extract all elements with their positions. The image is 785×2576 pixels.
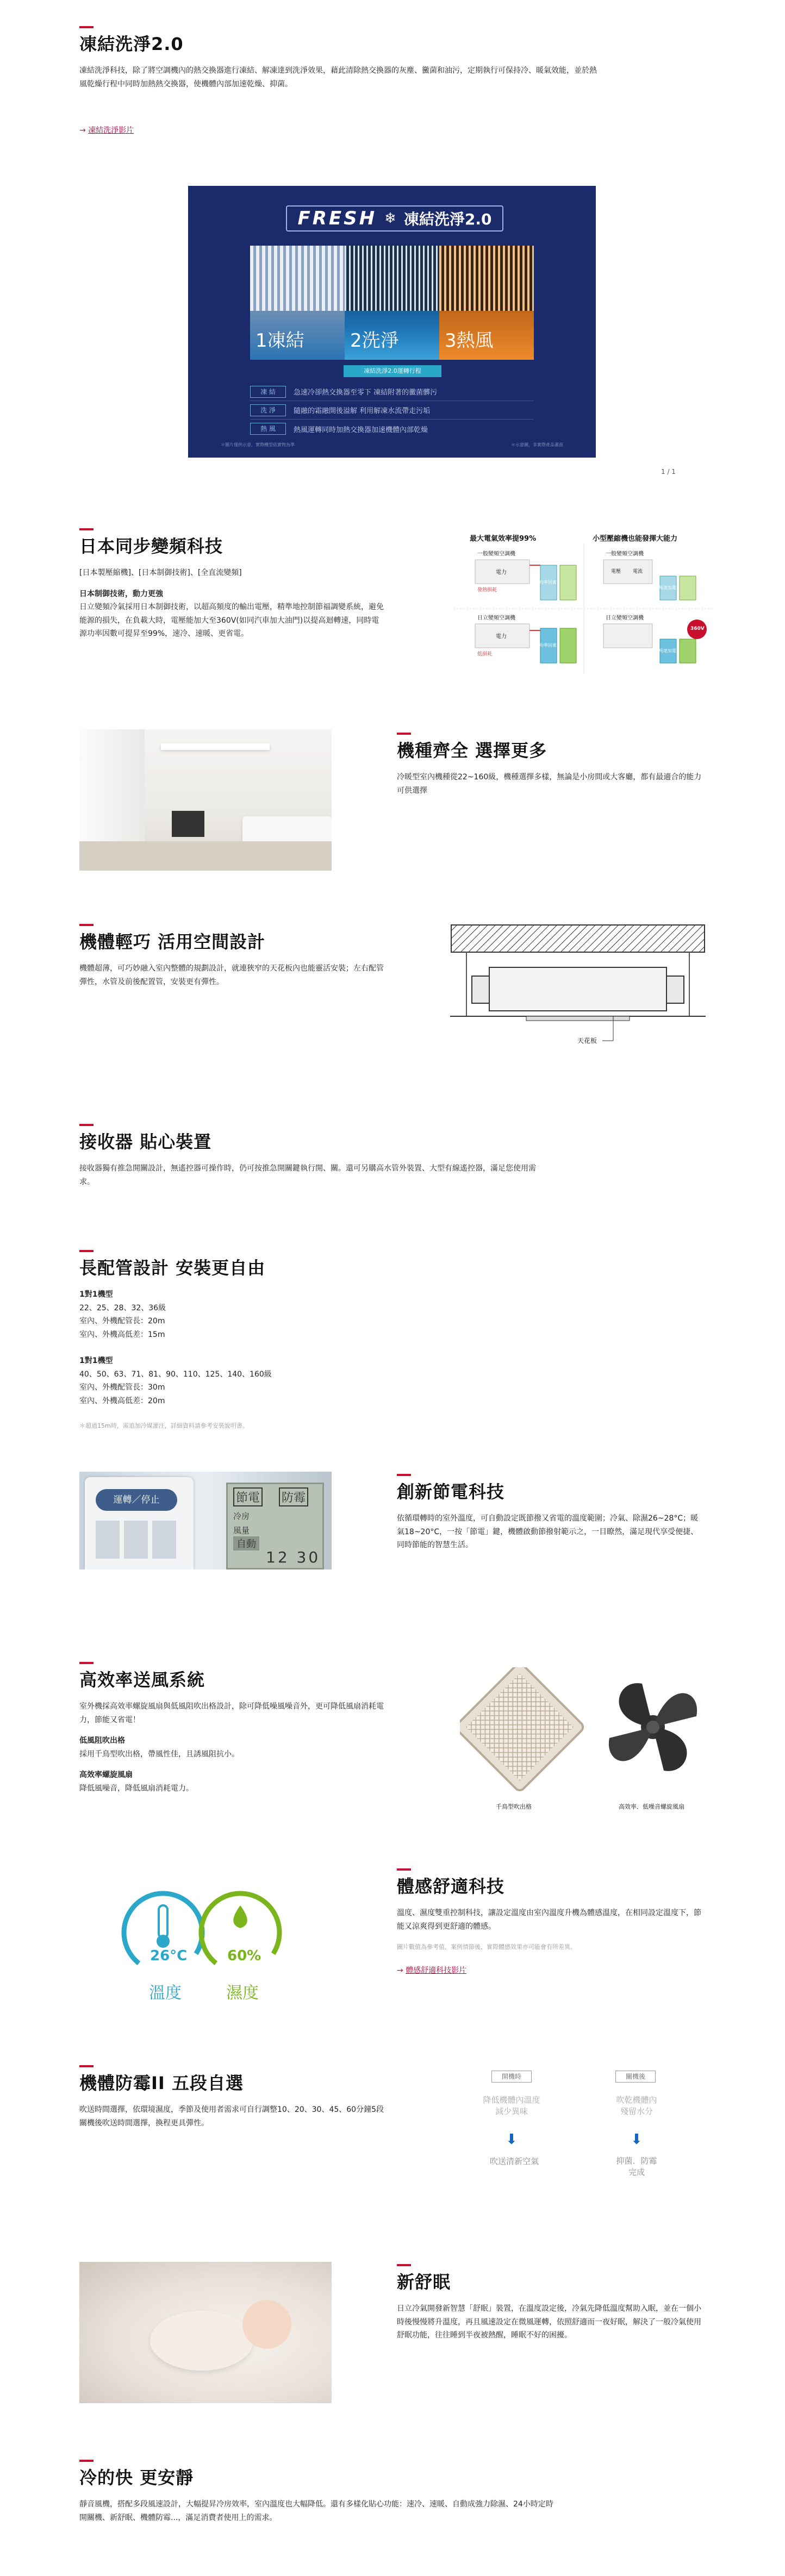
flow-row: 洗 淨 隨融的霜融開後溢解 利用解凍水流帶走污垢	[250, 401, 534, 420]
banner-fine-print: ＊示意圖，非實際產品畫面	[511, 442, 563, 447]
section-accent-bar	[79, 528, 94, 530]
after-text: 吹乾機體內 殘留水分	[616, 2095, 657, 2116]
section-body: 日立冷氣開發新智慧「舒眠」裝置，在溫度設定後，冷氣先降低溫度幫助入眠，並在一個小時後慢慢將升溫度，再且風速設定在微風運轉，依照舒適而一夜好眠，解決了一般冷氣使用舒眠功能，往往睡到半夜被熱醒，睡眠不好的困擾。	[397, 2304, 701, 2340]
feature-title: 低風阻吹出格	[79, 1736, 125, 1746]
section-title: 凍結洗淨2.0	[79, 34, 184, 54]
banner-fine-print: ＊圖片僅供示意，實際機型依實物為準	[221, 442, 295, 447]
banner-header	[286, 205, 503, 232]
section-inverter	[79, 528, 384, 641]
flow-row: 熱 風 熱風運轉同時加熱交換器加速機體內部乾燥	[250, 420, 534, 438]
fan-caption: 千鳥型吹出格	[496, 1803, 532, 1810]
ceiling-label: 天花板	[577, 1037, 597, 1045]
footnote: ＊超過15m時，需追加冷媒灌注，詳細資料請參考安裝說明書。	[79, 1422, 248, 1430]
section-slim	[79, 924, 384, 989]
living-room-photo	[79, 729, 332, 871]
section-title: 創新節電科技	[397, 1481, 505, 1502]
section-body: 日立變頻冷氣採用日本制御技術，以超高頻度的輸出電壓，精準地控制節福調變系統，避免能源的損失，在負載大時，電壓能加大至360V(如同汽車加大油門)以提高迴轉速，同時電源功率因數可提昇至99%，速冷、速暖、更省電。	[79, 603, 384, 639]
remote-control-photo	[79, 1472, 332, 1570]
section-title: 機體防霉II 五段自選	[79, 2073, 244, 2093]
fan-caption: 高效率．低噪音螺旋風扇	[619, 1803, 684, 1810]
section-freeze-wash	[79, 26, 623, 135]
baby	[150, 2311, 253, 2371]
baby-head	[242, 2300, 291, 2349]
section-body: 溫度、濕度雙重控制科技，讓設定溫度由室內溫度升機為體感溫度，在相同設定溫度下，節能又涼爽得到更舒適的體感。	[397, 1909, 701, 1931]
fireplace	[172, 811, 204, 837]
flow-row: 凍 結 急速冷卻熱交換器至零下 凍結附著的黴菌髒污	[250, 383, 534, 401]
feature-body: 降低風噪音，降低風扇消耗電力。	[79, 1784, 194, 1793]
step-hot-air: 3熱風	[439, 246, 534, 360]
feature-body: 採用千鳥型吹出格，帶風性佳，且誘風阻抗小。	[79, 1749, 239, 1759]
section-body: 凍結洗淨科技，除了將空調機內的熱交換器進行凍結、解凍達到洗淨效果，藉此清除熱交換器的灰塵、黴菌和油污，定期執行可保持冷、暖氣效能，並於熱風乾燥行程中同時加熱熱交換器，使機體內部加速乾燥、抑菌。	[79, 66, 597, 89]
spec-line: 室內、外機配管長：30m	[79, 1383, 165, 1392]
section-accent-bar	[79, 1662, 94, 1664]
hot-fins	[439, 246, 534, 311]
temperature-label: 溫度	[149, 1984, 182, 2003]
section-accent-bar	[79, 2460, 94, 2462]
before-tag: 開機時	[491, 2071, 532, 2083]
sleeping-baby-photo	[79, 2262, 332, 2403]
section-title: 長配管設計 安裝更自由	[79, 1258, 266, 1278]
remote-body	[85, 1477, 194, 1570]
ceiling-unit	[161, 743, 270, 750]
section-body: 依循環轉時的室外溫度，可自動設定既節撥又省電的溫度範圍；冷氣、除濕26~28°C；暖氣18~20°C，一按「節電」鍵，機體啟動節撥射範示之，一目瞭然，滿足現代享受便捷、同時節能的智慧生活。	[397, 1514, 699, 1550]
section-title: 機體輕巧 活用空間設計	[79, 931, 266, 952]
down-arrow-icon: ⬇	[631, 2131, 643, 2148]
humidity-label: 濕度	[226, 1984, 259, 2003]
section-accent-bar	[397, 1474, 411, 1476]
section-body: 機體超薄，可巧妙融入室內整體的規劃設計，就連狹窄的天花板內也能靈活安裝；左右配管彈性，水管及前後配置管，安裝更有彈性。	[79, 964, 384, 986]
section-body: 吹送時間選擇，依環境濕度，季節及使用者需求可自行調整10、20、30、45、60分鐘5段關機後吹送時間選擇，換程更具彈性。	[79, 2105, 384, 2128]
before-result: 吹送清新空氣	[489, 2156, 539, 2166]
section-body: 接收器獨有推急開關設計，無遙控器可操作時，仍可按推急開關鍵執行開、關。還可另購高水管外裝置、大型有線遙控器，滿足您使用需求。	[79, 1164, 536, 1186]
section-comfort	[397, 1868, 707, 1975]
section-title: 日本同步變頻科技	[79, 536, 223, 557]
fan-drawing	[460, 1667, 715, 1814]
section-title: 高效率送風系統	[79, 1670, 205, 1690]
section-title: 新舒眠	[397, 2272, 451, 2292]
power-button-label: 運轉／停止	[96, 1489, 177, 1511]
section-body: 靜音風機，搭配多段風速設計，大幅提昇冷房效率，室內溫度也大幅降低。還有多樣化貼心功能：速冷、速暖、自動成強力除濕、24小時定時開關機、新舒眠、機體防霉...，滿足消費者使用上的需求。	[79, 2500, 553, 2522]
section-airflow	[79, 1662, 384, 1795]
section-title: 體感舒適科技	[397, 1876, 505, 1897]
diagram-col-title: 小型壓縮機也能發揮大能力	[593, 535, 678, 543]
section-sleep	[397, 2264, 701, 2342]
footnote: 圖片數值為參考值，案例情節後，實際體感效果亦可能會有所差異。	[397, 1943, 576, 1951]
arrow-icon: →	[397, 1966, 406, 1975]
flow-title: 凍結洗淨2.0運轉行程	[344, 365, 441, 377]
section-accent-bar	[397, 1868, 411, 1871]
diagram-col-title: 最大電氣效率提99%	[470, 535, 537, 543]
feature-title: 高效率螺旋風扇	[79, 1771, 133, 1780]
comfort-icons	[120, 1884, 283, 2009]
spec-line: 室內、外機配管長：20m	[79, 1317, 165, 1326]
arrow-icon: →	[79, 126, 89, 135]
section-accent-bar	[79, 1124, 94, 1126]
wash-fins	[345, 246, 439, 311]
after-tag: 關機後	[615, 2071, 656, 2083]
section-accent-bar	[397, 2264, 411, 2266]
model-list: 22、25、28、32、36級	[79, 1303, 166, 1312]
section-title: 機種齊全 選擇更多	[397, 740, 547, 761]
model-list: 40、50、63、71、81、90、110、125、140、160級	[79, 1370, 272, 1379]
inverter-diagram: 最大電氣效率提99% 小型壓縮機也能發揮大能力 一般變頻空調機 日立變頻空調機 一般變頻空調機 日立變頻空調機 電力 電力 發熱損耗 低損耗 電壓 電流 功率因素 功率因素 馬達加電 馬達加電 360V	[453, 533, 714, 679]
freeze-wash-video-link[interactable]: → 凍結洗淨影片	[79, 126, 134, 135]
comfort-video-link[interactable]: → 體感舒適科技影片	[397, 1966, 467, 1975]
remote-lcd: 節電 防霉 冷房 風量 自動 12 30	[226, 1483, 324, 1570]
snowflake-icon: ❄	[384, 210, 396, 227]
after-result: 抑菌．防霉 完成	[616, 2156, 657, 2177]
section-accent-bar	[79, 924, 94, 926]
pager: 1 / 1	[661, 468, 676, 476]
section-body: 冷暖型室內機種從22~160級，機種選擇多樣，無論是小房間或大客廳，都有最適合的能力可供選擇	[397, 773, 702, 795]
down-arrow-icon: ⬇	[506, 2131, 518, 2148]
section-receiver	[79, 1124, 547, 1189]
section-body: 室外機採高效率螺旋風扇與低風阻吹出格設計，除可降低噪風噪音外，更可降低風扇消耗電力，節能又省電！	[79, 1702, 384, 1724]
remote-buttons	[96, 1521, 177, 1559]
freeze-wash-banner	[188, 186, 596, 458]
spec-line: 室內、外機高低差：20m	[79, 1396, 165, 1405]
banner-steps	[250, 246, 534, 360]
step-freeze: 1凍結	[250, 246, 345, 360]
group-title: 1對1機型	[79, 1356, 113, 1366]
section-accent-bar	[79, 2065, 94, 2067]
frozen-fins	[250, 246, 345, 311]
section-piping	[79, 1250, 547, 1431]
before-text: 降低機體內溫度 減少異味	[483, 2095, 540, 2116]
section-title: 接收器 貼心裝置	[79, 1131, 212, 1152]
section-title: 冷的快 更安靜	[79, 2467, 194, 2488]
section-accent-bar	[397, 733, 411, 735]
section-anti-mold	[79, 2065, 384, 2130]
temperature-value: 26°C	[150, 1948, 188, 1964]
step-wash: 2洗淨	[345, 246, 439, 360]
ceiling-install-diagram	[450, 924, 706, 1060]
section-accent-bar	[79, 1250, 94, 1252]
section-models	[397, 733, 707, 797]
section-energy-saving	[397, 1474, 701, 1552]
banner-title: 凍結洗淨2.0	[403, 210, 492, 228]
tag-list: [日本製壓縮機]、[日本制御技術]、[全直流變頻]	[79, 568, 242, 578]
flow-rows	[250, 383, 534, 438]
humidity-value: 60%	[227, 1948, 261, 1964]
section-accent-bar	[79, 26, 94, 28]
section-quiet	[79, 2460, 558, 2524]
brand-logo: FRESH	[297, 208, 377, 229]
fan-images	[460, 1667, 715, 1814]
group-title: 1對1機型	[79, 1290, 113, 1299]
section-subtitle: 日本制御技術，動力更強	[79, 589, 163, 598]
floor	[79, 841, 332, 871]
anti-mold-diagram	[462, 2067, 690, 2209]
spec-line: 室內、外機高低差：15m	[79, 1330, 165, 1339]
